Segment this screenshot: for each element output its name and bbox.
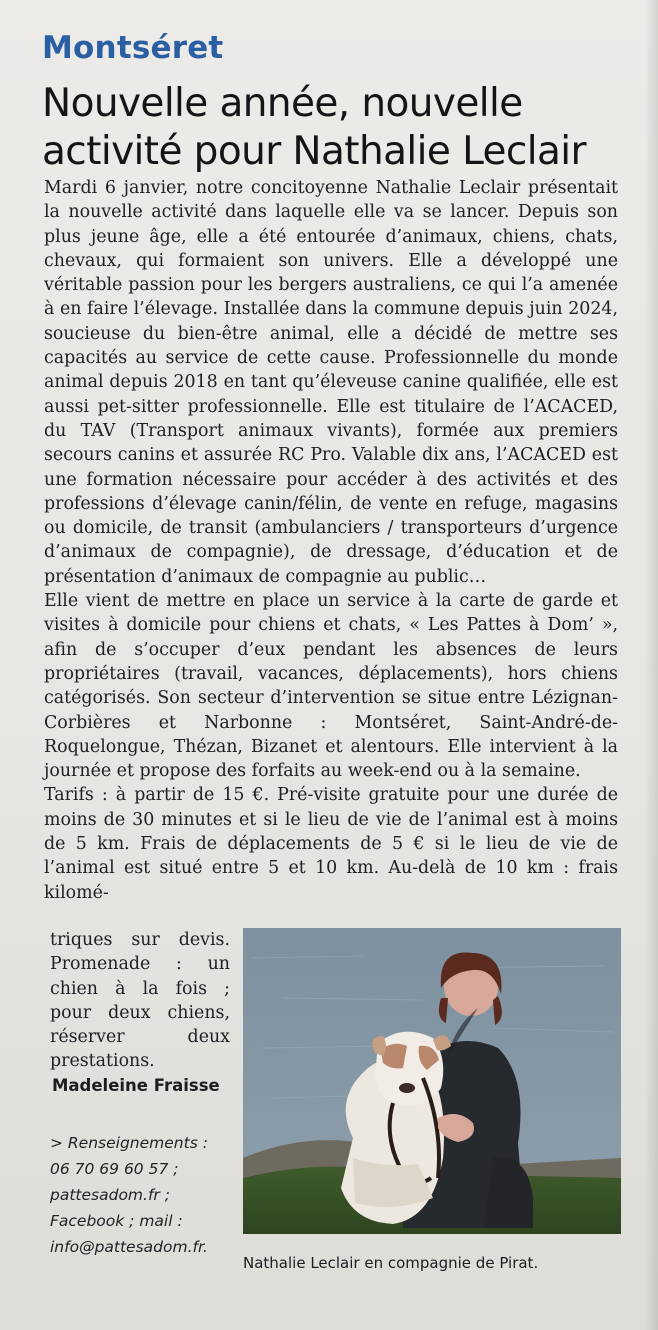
article-headline: Nouvelle année, nouvelle activité pour Nathalie Leclair [42,81,586,174]
info-phone: 06 70 69 60 57 ; [50,1160,179,1178]
paragraph-tarifs: Tarifs : à partir de 15 €. Pré-visite gratuite pour une durée de moins de 30 minutes et si le lieu de vie de l’animal est à moins de 5 km. Frais de déplacements de 5 € si le lieu de vie de l’animal est situé entre 5 et 10 km. Au-delà de 10 km : frais kilomé- [44,785,618,903]
article-photo [243,928,621,1234]
page-edge-shadow [644,0,658,1330]
info-heading: > Renseignements : [50,1134,208,1152]
info-box [50,1130,240,1260]
photo-woman-with-dog [243,928,621,1234]
paragraph-service: Elle vient de mettre en place un service à la carte de garde et visites à domicile pour chiens et chats, « Les Pattes à Dom’ », afin de s’occuper d’eux pendant les absences de leurs propriétaires (travail, vacances, déplacements), hors chiens catégorisés. Son secteur d’intervention se situe entre Lézignan-Corbières et Narbonne : Montséret, Saint-André-de-Roquelongue, Thézan, Bizanet et alentours. Elle intervient à la journée et propose des forfaits au week-end ou à la semaine. [44,591,618,782]
info-website: pattesadom.fr ; [50,1186,170,1204]
article-column-continuation [50,928,230,1074]
photo-caption: Nathalie Leclair en compagnie de Pirat. [243,1254,539,1272]
info-facebook-mail: Facebook ; mail : [50,1212,183,1230]
paragraph-intro: Mardi 6 janvier, notre concitoyenne Nathalie Leclair présentait la nouvelle activité dans laquelle elle va se lancer. Depuis son plus jeune âge, elle a été entourée d’animaux, chiens, chats, chevaux, qui formaient son univers. Elle a développé une véritable passion pour les bergers australiens, ce qui l’a amenée à en faire l’élevage. Installée dans la commune depuis juin 2024, soucieuse du bien-être animal, elle a décidé de mettre ses capacités au service de cette cause. Professionnelle du monde animal depuis 2018 en tant qu’éleveuse canine qualifiée, elle est aussi pet-sitter professionnelle. Elle est titulaire de l’ACACED, du TAV (Transport animaux vivants), formée aux premiers secours canins et assurée RC Pro. Valable dix ans, l’ACACED est une formation nécessaire pour accéder à des activités et des professions d’élevage canin/félin, de vente en refuge, magasins ou domicile, de transit (ambulanciers / transporteurs d’urgence d’animaux de compagnie), de dressage, d’éducation et de présentation d’animaux de compagnie au public… [44,178,618,587]
paragraph-continuation: triques sur devis. Promenade : un chien à la fois ; pour deux chiens, réserver deux prestations. [50,930,230,1072]
author-byline: Madeleine Fraisse [52,1076,220,1095]
section-title: Montséret [42,30,224,66]
info-email: info@pattesadom.fr. [50,1238,208,1256]
article-body [44,176,618,905]
